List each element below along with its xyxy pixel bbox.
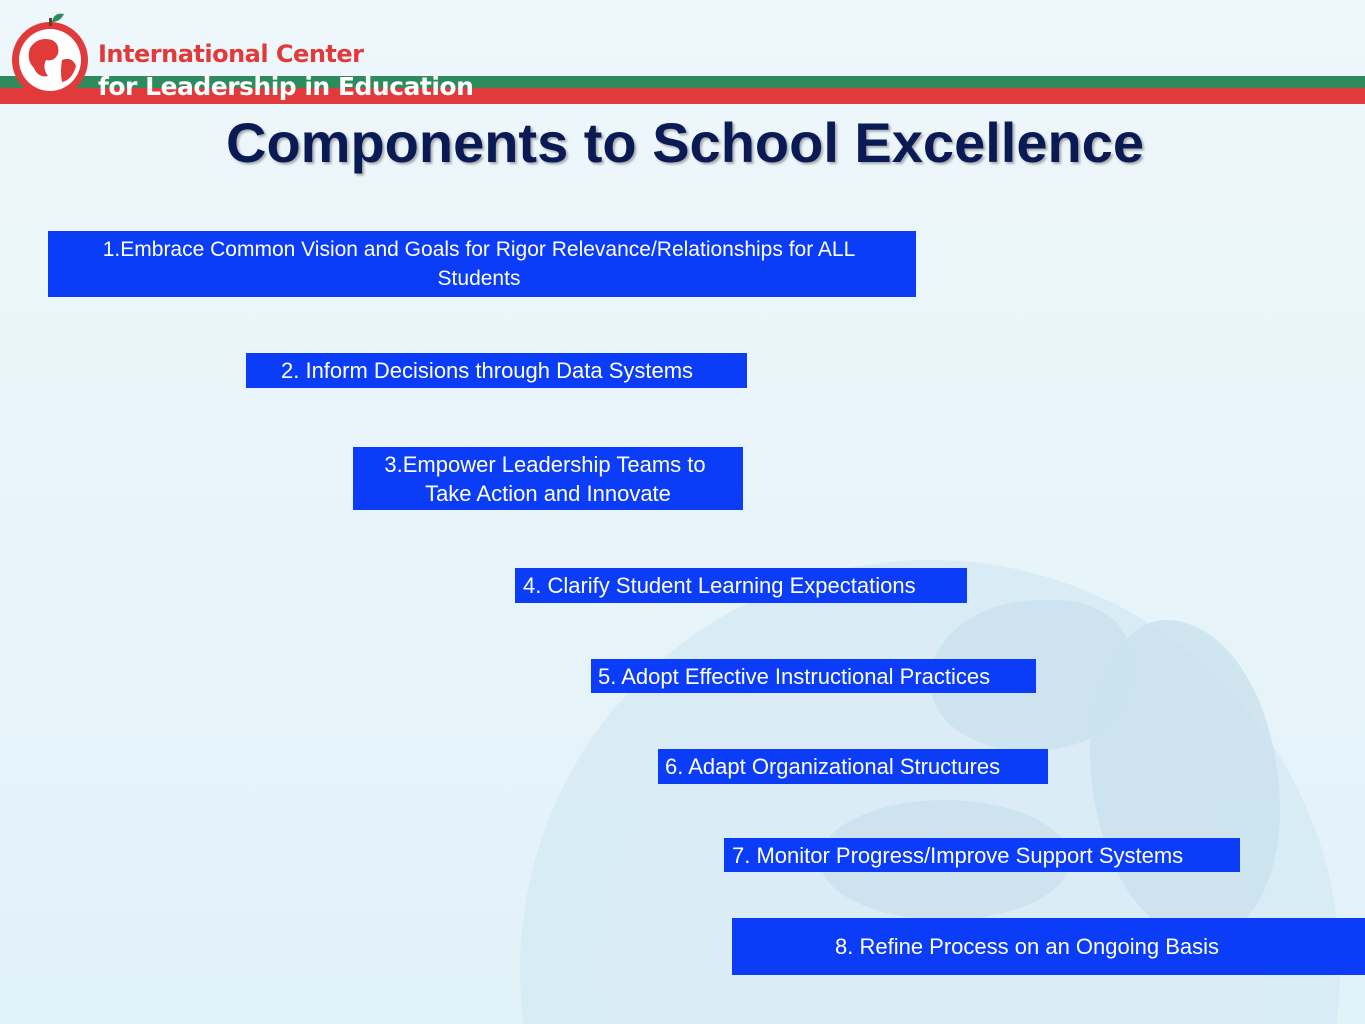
- step-7-box: [724, 838, 1240, 872]
- step-6-label: 6. Adapt Organizational Structures: [665, 754, 1001, 779]
- step-1-line1: 1.Embrace Common Vision and Goals for Rigor Relevance/Relationships for ALL: [102, 238, 856, 261]
- step-3-line1: 3.Empower Leadership Teams to: [384, 451, 706, 477]
- apple-globe-logo-icon: [8, 10, 94, 100]
- step-1-box: [48, 231, 916, 297]
- org-name-line2: for Leadership in Education: [98, 72, 474, 101]
- step-2-box: [246, 353, 747, 388]
- step-5-box: [591, 659, 1036, 693]
- step-8-label: 8. Refine Process on an Ongoing Basis: [835, 934, 1220, 959]
- step-5-label: 5. Adopt Effective Instructional Practices: [598, 663, 991, 689]
- org-name-line1: International Center: [98, 40, 364, 68]
- step-3-box: [353, 447, 743, 510]
- step-8-box: [732, 918, 1365, 975]
- step-3-line2: Take Action and Innovate: [425, 480, 671, 506]
- step-4-label: 4. Clarify Student Learning Expectations: [523, 573, 916, 598]
- step-6-box: [658, 749, 1048, 784]
- step-2-label: 2. Inform Decisions through Data Systems: [281, 358, 694, 383]
- step-4-box: [515, 568, 967, 603]
- page-title: Components to School Excellence: [226, 111, 1144, 174]
- step-7-label: 7. Monitor Progress/Improve Support Systems: [732, 842, 1184, 868]
- step-1-line2: Students: [437, 267, 521, 290]
- header-banner: [0, 0, 1365, 110]
